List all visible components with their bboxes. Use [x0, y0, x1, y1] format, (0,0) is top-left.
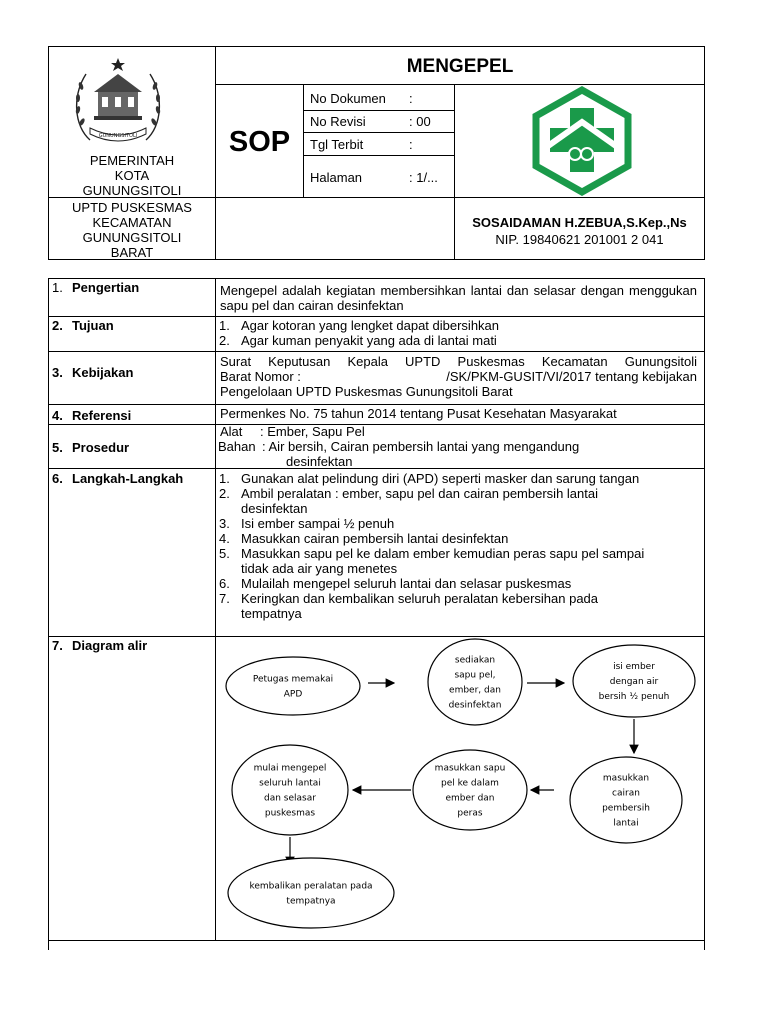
list-item [219, 531, 659, 546]
uptd-name [49, 200, 215, 260]
list-item [219, 546, 659, 576]
meta-value-no-revisi: : 00 [409, 114, 431, 129]
flow-node-text: ember, dan [449, 685, 501, 696]
row-number: 4. [52, 408, 63, 423]
list-item-text: Masukkan cairan pembersih lantai desinfektan [241, 531, 509, 546]
meta-label-no-revisi: No Revisi [310, 114, 366, 129]
list-item-number: 1. [219, 318, 230, 333]
row-label-text: Referensi [72, 408, 132, 423]
text-prosedur [218, 424, 700, 469]
kebijakan-nomor-value: /SK/PKM-GUSIT/VI/2017 tentang kebijakan [446, 369, 697, 384]
text-pengertian: Mengepel adalah kegiatan membersihkan lantai dan selasar dengan menggukan sapu pel dan cairan desinfektan [220, 283, 697, 313]
flow-node [413, 750, 527, 830]
flow-node-shape [428, 639, 522, 725]
meta-value-halaman: : 1/... [409, 170, 438, 185]
meta-label-tgl-terbit: Tgl Terbit [310, 137, 364, 152]
flow-node-text: cairan [612, 788, 640, 799]
flow-node-text: puskesmas [264, 808, 316, 819]
signer-nip: NIP. 19840621 201001 2 041 [495, 232, 664, 247]
row-label-text: Langkah-Langkah [72, 471, 184, 486]
list-item [219, 486, 659, 516]
signer-name: SOSAIDAMAN H.ZEBUA,S.Kep.,Ns [472, 215, 687, 230]
flow-node-text: kembalikan peralatan pada [249, 881, 373, 892]
list-item-text: Ambil peralatan : ember, sapu pel dan cairan pembersih lantai desinfektan [241, 486, 598, 516]
list-item [219, 591, 659, 621]
meta-label-halaman: Halaman [310, 170, 363, 185]
list-item [219, 471, 659, 486]
flow-node-text: pembersih [602, 803, 650, 814]
kebijakan-line-2 [220, 369, 697, 384]
text-referensi: Permenkes No. 75 tahun 2014 tentang Pusat Kesehatan Masyarakat [220, 406, 617, 421]
logo-ribbon-text: GUNUNGSITOLI [98, 133, 138, 139]
document-title: MENGEPEL [406, 56, 514, 77]
label-langkah [52, 471, 183, 486]
flow-node-text: Petugas memakai [252, 674, 334, 685]
flow-node-text: peras [457, 808, 483, 819]
bahan-value-cont: desinfektan [286, 454, 353, 469]
list-tujuan [219, 318, 699, 348]
flow-node-shape [226, 657, 360, 715]
label-prosedur [52, 440, 129, 455]
list-item [219, 333, 699, 348]
gov-line: GUNUNGSITOLI [82, 183, 182, 198]
kebijakan-nomor-label: Barat Nomor : [220, 369, 301, 384]
meta-value-tgl-terbit: : [409, 137, 413, 152]
flow-node-text: dan selasar [264, 793, 316, 804]
flow-node-text: seluruh lantai [259, 778, 321, 789]
row-number: 3. [52, 365, 63, 380]
row-number: 2. [52, 318, 63, 333]
list-item [219, 318, 699, 333]
list-item-number: 5. [219, 546, 230, 561]
uptd-line: UPTD PUSKESMAS [72, 200, 192, 215]
list-item-text: Agar kotoran yang lengket dapat dibersihkan [241, 318, 500, 333]
flow-node-text: sediakan [454, 655, 496, 666]
flow-node [428, 639, 522, 725]
flow-node-shape [232, 745, 348, 835]
sop-label: SOP [228, 126, 291, 158]
bahan-value: : Air bersih, Cairan pembersih lantai yang mengandung [262, 439, 580, 454]
label-diagram [52, 638, 147, 653]
list-langkah [219, 471, 659, 621]
flow-node-text: bersih ½ penuh [598, 692, 670, 702]
list-item-text: Isi ember sampai ½ penuh [241, 516, 395, 531]
list-item-number: 7. [219, 591, 230, 606]
kebijakan-line-1: Surat Keputusan Kepala UPTD Puskesmas Kecamatan Gunungsitoli [220, 354, 697, 369]
gov-line: KOTA [114, 168, 150, 183]
flow-node-text: mulai mengepel [253, 763, 327, 774]
city-emblem-logo [68, 52, 168, 152]
row-number: 5. [52, 440, 63, 455]
flow-diagram [216, 637, 704, 940]
flow-node-text: masukkan sapu [434, 763, 506, 774]
prosedur-alat [218, 424, 700, 439]
flow-node-text: APD [283, 689, 303, 700]
list-item-text: Mulailah mengepel seluruh lantai dan selasar puskesmas [241, 576, 572, 591]
flow-node-text: sapu pel, [454, 670, 496, 681]
prosedur-bahan [218, 439, 700, 454]
uptd-line: BARAT [110, 245, 154, 260]
list-item-text: Agar kuman penyakit yang ada di lantai mati [241, 333, 497, 348]
flow-node-text: tempatnya [286, 896, 336, 907]
row-number: 7. [52, 638, 63, 653]
kebijakan-line-3: Pengelolaan UPTD Puskesmas Gunungsitoli Barat [220, 384, 513, 399]
row-label-text: Prosedur [72, 440, 130, 455]
flow-node [228, 858, 394, 928]
flow-node-text: masukkan [602, 773, 650, 784]
flow-node [226, 657, 360, 715]
flow-node [232, 745, 348, 835]
bahan-label: Bahan [218, 439, 256, 454]
flow-node-shape [570, 757, 682, 843]
flow-node-text: isi ember [613, 662, 655, 672]
flow-node [570, 757, 682, 843]
gov-line: PEMERINTAH [89, 153, 175, 168]
list-item-number: 1. [219, 471, 230, 486]
list-item-number: 2. [219, 333, 230, 348]
row-label-text: Kebijakan [72, 365, 134, 380]
list-item [219, 576, 659, 591]
row-label-text: Tujuan [72, 318, 114, 333]
row-number: 1. [52, 280, 63, 295]
text-kebijakan [220, 354, 697, 399]
flow-node-text: desinfektan [448, 700, 502, 711]
alat-label: Alat [220, 424, 243, 439]
flow-node-text: ember dan [445, 793, 495, 804]
row-label-text: Pengertian [72, 280, 140, 295]
row-label-text: Diagram alir [72, 638, 148, 653]
label-pengertian [52, 280, 139, 295]
flow-node-text: dengan air [609, 677, 659, 687]
uptd-line: GUNUNGSITOLI [82, 230, 182, 245]
row-number: 6. [52, 471, 63, 486]
flow-node-text: lantai [613, 818, 639, 829]
list-item-text: Gunakan alat pelindung diri (APD) seperti masker dan sarung tangan [241, 471, 640, 486]
list-item-number: 6. [219, 576, 230, 591]
flow-node-text: pel ke dalam [441, 778, 499, 789]
flow-node-shape [228, 858, 394, 928]
list-item [219, 516, 659, 531]
list-item-text: Keringkan dan kembalikan seluruh peralatan kebersihan pada tempatnya [241, 591, 599, 621]
meta-value-no-dokumen: : [409, 91, 413, 106]
list-item-text: Masukkan sapu pel ke dalam ember kemudian peras sapu pel sampai tidak ada air yang menetes [241, 546, 645, 576]
list-item-number: 4. [219, 531, 230, 546]
flow-node [573, 645, 695, 717]
label-kebijakan [52, 365, 133, 380]
uptd-line: KECAMATAN [92, 215, 172, 230]
meta-label-no-dokumen: No Dokumen [310, 91, 386, 106]
label-tujuan [52, 318, 114, 333]
alat-value: : Ember, Sapu Pel [260, 424, 365, 439]
label-referensi [52, 408, 131, 423]
list-item-number: 2. [219, 486, 230, 501]
gov-name [49, 153, 215, 198]
list-item-number: 3. [219, 516, 230, 531]
puskesmas-logo [522, 86, 642, 196]
